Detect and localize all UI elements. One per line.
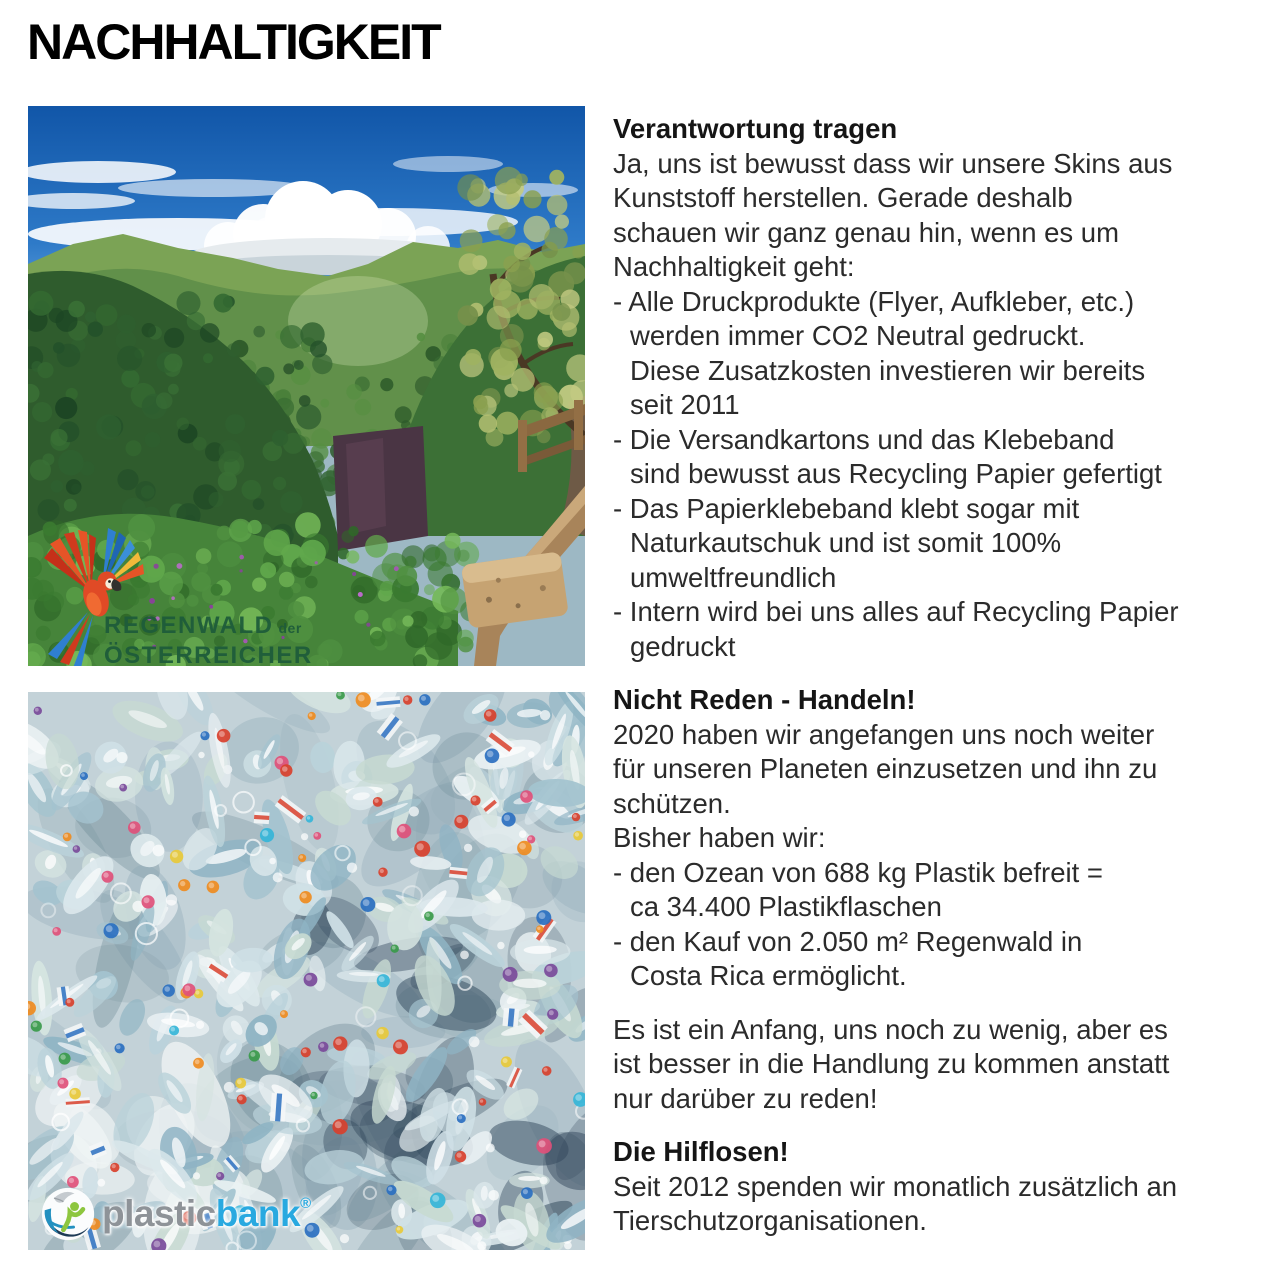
text-line: seit 2011 [630, 389, 740, 420]
section-heading: Nicht Reden - Handeln! [613, 684, 916, 715]
regenwald-logo-line2: ÖSTERREICHER [104, 642, 313, 666]
text-line: Diese Zusatzkosten investieren wir bereits [630, 354, 1146, 386]
rainforest-photo [28, 106, 585, 666]
regenwald-logo-line1: REGENWALD der [104, 612, 302, 639]
cliff-shade [346, 438, 386, 534]
text-line: für unseren Planeten einzusetzen und ihn zu [613, 753, 1158, 784]
text-line: gedruckt [630, 630, 736, 662]
text-line: Ja, uns ist bewusst dass wir unsere Skins aus [613, 147, 1173, 179]
text-line: - den Kauf von 2.050 m² Regenwald in [613, 925, 1083, 957]
text-line: - den Ozean von 688 kg Plastik befreit = [613, 856, 1103, 888]
plasticbank-logo [40, 1186, 311, 1242]
text-line: - Die Versandkartons und das Klebeband [613, 423, 1115, 455]
text-line: Kunststoff herstellen. Gerade deshalb [613, 182, 1073, 213]
plasticbank-icon [40, 1186, 96, 1242]
plasticbank-wordmark: plasticbank® [102, 1193, 311, 1234]
regenwald-logo [104, 612, 313, 666]
section-handeln [613, 683, 1268, 994]
text-line: - Alle Druckprodukte (Flyer, Aufkleber, etc.) [613, 285, 1135, 317]
stone-block [461, 551, 569, 628]
text-line: nur darüber zu reden! [613, 1082, 878, 1114]
text-line: - Das Papierklebeband klebt sogar mit [613, 492, 1080, 524]
text-line: Tierschutzorganisationen. [613, 1205, 927, 1236]
section-heading: Verantwortung tragen [613, 113, 898, 144]
text-line: Seit 2012 spenden wir monatlich zusätzlich an [613, 1170, 1178, 1202]
page-title: NACHHALTIGKEIT [27, 14, 440, 70]
section-anfang [613, 1013, 1268, 1117]
text-line: 2020 haben wir angefangen uns noch weiter [613, 718, 1155, 750]
text-line: umweltfreundlich [630, 561, 837, 593]
valley-mist [288, 276, 428, 366]
text-line: Es ist ein Anfang, uns noch zu wenig, aber es [613, 1013, 1168, 1045]
text-line: ca 34.400 Plastikflaschen [630, 891, 942, 922]
text-line: Naturkautschuk und ist somit 100% [630, 527, 1062, 558]
text-line: schützen. [613, 787, 731, 819]
plastic-bottles-photo [28, 692, 585, 1250]
text-line: werden immer CO2 Neutral gedruckt. [630, 320, 1086, 351]
plastic-pile-scene [28, 692, 585, 1250]
text-line: Costa Rica ermöglicht. [630, 960, 907, 991]
bottle-pile-texture [28, 692, 585, 1250]
text-line: sind bewusst aus Recycling Papier gefertigt [630, 458, 1162, 489]
text-column [613, 112, 1268, 1258]
section-hilflosen [613, 1135, 1268, 1239]
rainforest-scene [28, 106, 585, 666]
section-verantwortung [613, 112, 1268, 664]
section-heading: Die Hilflosen! [613, 1136, 789, 1167]
text-line: Nachhaltigkeit geht: [613, 251, 855, 282]
text-line: schauen wir ganz genau hin, wenn es um [613, 216, 1120, 248]
text-line: - Intern wird bei uns alles auf Recycling Papier [613, 596, 1179, 627]
text-line: ist besser in die Handlung zu kommen anstatt [613, 1048, 1170, 1079]
text-line: Bisher haben wir: [613, 822, 826, 853]
